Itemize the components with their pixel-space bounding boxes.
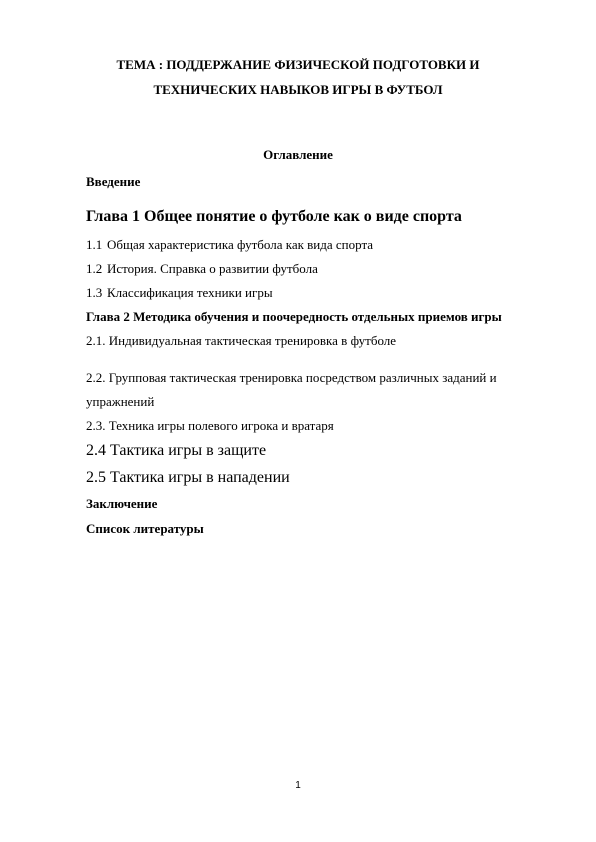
toc-entry-introduction: Введение xyxy=(86,174,141,189)
toc-heading: Оглавление xyxy=(263,147,333,162)
toc-entry-chapter-1: Глава 1 Общее понятие о футболе как о виде спорта xyxy=(86,208,462,225)
toc-entry-section-1-3 xyxy=(86,285,273,301)
section-number: 1.1 xyxy=(86,237,103,252)
toc-entry-chapter-2: Глава 2 Методика обучения и поочередность отдельных приемов игры xyxy=(86,309,502,324)
toc-entry-references: Список литературы xyxy=(86,521,204,536)
toc-entry-section-1-1 xyxy=(86,237,373,253)
section-title: Общая характеристика футбола как вида спорта xyxy=(107,237,374,252)
section-number: 1.2 xyxy=(86,261,103,276)
section-number: 1.3 xyxy=(86,285,103,300)
toc-entry-section-2-5: 2.5 Тактика игры в нападении xyxy=(86,469,290,486)
toc-entry-section-2-2-line-2: упражнений xyxy=(86,394,155,409)
section-title: Классификация техники игры xyxy=(107,285,273,300)
toc-entry-section-2-1: 2.1. Индивидуальная тактическая тренировка в футболе xyxy=(86,333,397,348)
toc-entry-section-2-4: 2.4 Тактика игры в защите xyxy=(86,442,267,459)
document-title-line-2: ТЕХНИЧЕСКИХ НАВЫКОВ ИГРЫ В ФУТБОЛ xyxy=(153,82,443,97)
toc-entry-conclusion: Заключение xyxy=(86,496,158,511)
section-title: История. Справка о развитии футбола xyxy=(107,261,318,276)
toc-entry-section-2-2-line-1: 2.2. Групповая тактическая тренировка посредством различных заданий и xyxy=(86,370,497,385)
toc-entry-section-1-2 xyxy=(86,261,318,277)
page-number: 1 xyxy=(295,780,301,791)
document-title-line-1: ТЕМА : ПОДДЕРЖАНИЕ ФИЗИЧЕСКОЙ ПОДГОТОВКИ И xyxy=(116,57,480,72)
toc-entry-section-2-3: 2.3. Техника игры полевого игрока и вратаря xyxy=(86,418,334,433)
